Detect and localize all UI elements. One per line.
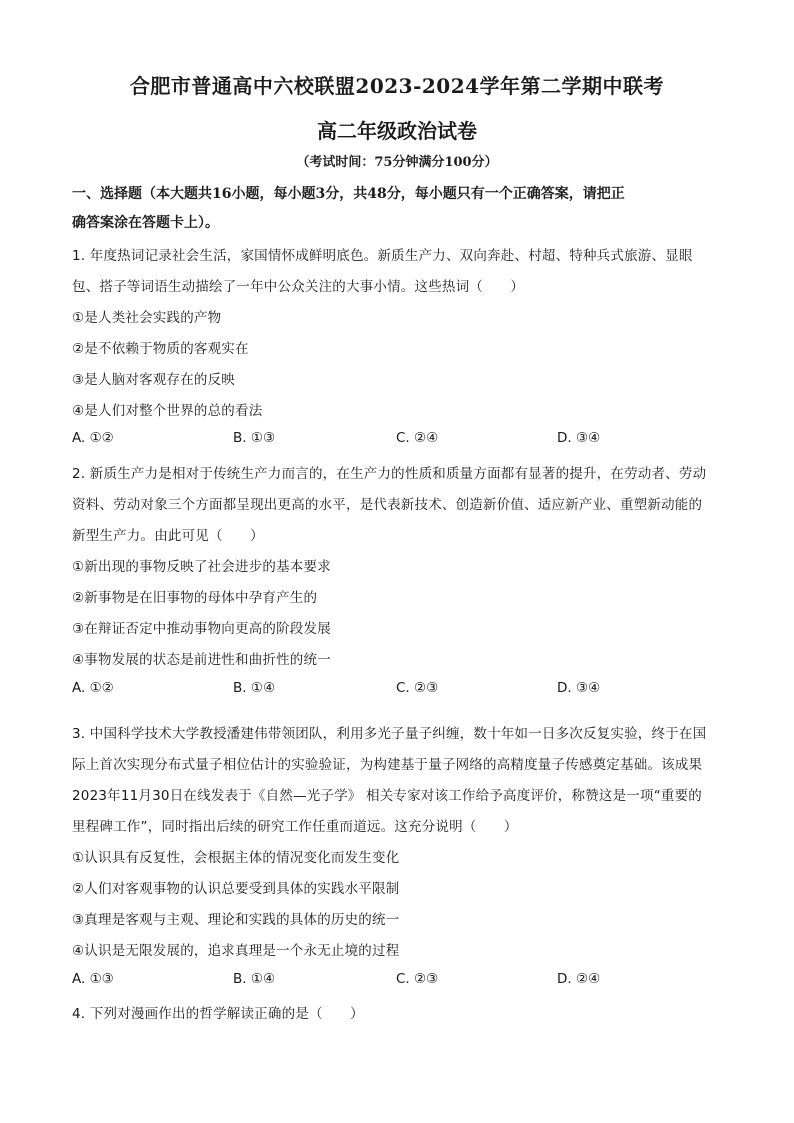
question-1-item: ②是不依赖于物质的客观实在 — [72, 341, 249, 357]
exam-info: （考试时间：75分钟满分100分） — [296, 155, 498, 170]
question-2-stem-line: 新型生产力。由此可见（ ） — [72, 528, 264, 544]
question-3-stem-line: 际上首次实现分布式量子相位估计的实验验证，为构建基于量子网络的高精度量子传感奠定基础。该成果 — [72, 757, 703, 773]
question-3-stem-line: 里程碑工作”，同时指出后续的研究工作任重而道远。这充分说明（ ） — [72, 819, 518, 835]
question-2-option-d: D. ③④ — [557, 680, 601, 696]
question-2-item: ①新出现的事物反映了社会进步的基本要求 — [72, 559, 331, 575]
question-1-option-c: C. ②④ — [396, 430, 439, 446]
section-heading — [72, 180, 732, 238]
question-2-option-c: C. ②③ — [396, 680, 439, 696]
question-1-option-a: A. ①② — [72, 430, 114, 446]
question-3-option-c: C. ②③ — [396, 971, 439, 987]
question-2-option-b: B. ①④ — [233, 680, 276, 696]
exam-subtitle: 高二年级政治试卷 — [317, 119, 477, 143]
question-2-item: ③在辩证否定中推动事物向更高的阶段发展 — [72, 621, 331, 637]
question-1-item: ③是人脑对客观存在的反映 — [72, 372, 236, 388]
question-4-stem-line: 4. 下列对漫画作出的哲学解读正确的是（ ） — [72, 1006, 364, 1022]
question-2-item: ④事物发展的状态是前进性和曲折性的统一 — [72, 652, 331, 668]
question-3-stem-line: 3. 中国科学技术大学教授潘建伟带领团队，利用多光子量子纠缠，数十年如一日多次反复实验，终于在国 — [72, 726, 707, 742]
question-1-stem-line: 包、搭子等词语生动描绘了一年中公众关注的大事小情。这些热词（ ） — [72, 279, 525, 295]
question-1-stem-line: 1. 年度热词记录社会生活，家国情怀成鲜明底色。新质生产力、双向奔赴、村超、特种兵式旅游、显眼 — [72, 248, 693, 264]
question-3-stem-line: 2023年11月30日在线发表于《自然—光子学》 相关专家对该工作给予高度评价，称赞这是一项“重要的 — [72, 788, 702, 804]
question-3-option-a: A. ①③ — [72, 971, 114, 987]
exam-title: 合肥市普通高中六校联盟2023-2024学年第二学期中联考 — [129, 74, 665, 98]
question-1-option-b: B. ①③ — [233, 430, 276, 446]
question-3-item: ③真理是客观与主观、理论和实践的具体的历史的统一 — [72, 912, 400, 928]
section-heading-line: 确答案涂在答题卡上）。 — [72, 215, 219, 231]
question-3-item: ①认识具有反复性，会根据主体的情况变化而发生变化 — [72, 850, 400, 866]
question-1-item: ④是人们对整个世界的总的看法 — [72, 403, 263, 419]
question-3-option-b: B. ①④ — [233, 971, 276, 987]
question-2-item: ②新事物是在旧事物的母体中孕育产生的 — [72, 590, 318, 606]
section-heading-line: 一、选择题（本大题共16小题，每小题3分，共48分，每小题只有一个正确答案，请把正 — [72, 186, 625, 202]
question-2-stem-line: 资料、劳动对象三个方面都呈现出更高的水平，是代表新技术、创造新价值、适应新产业、重塑新动能的 — [72, 497, 703, 513]
question-2-option-a: A. ①② — [72, 680, 114, 696]
question-1-option-d: D. ③④ — [557, 430, 601, 446]
question-2-stem-line: 2. 新质生产力是相对于传统生产力而言的，在生产力的性质和质量方面都有显著的提升，在劳动者、劳动 — [72, 466, 707, 482]
question-3-item: ②人们对客观事物的认识总要受到具体的实践水平限制 — [72, 881, 400, 897]
question-3-option-d: D. ②④ — [557, 971, 601, 987]
question-3-item: ④认识是无限发展的，追求真理是一个永无止境的过程 — [72, 943, 400, 959]
question-1-item: ①是人类社会实践的产物 — [72, 310, 222, 326]
